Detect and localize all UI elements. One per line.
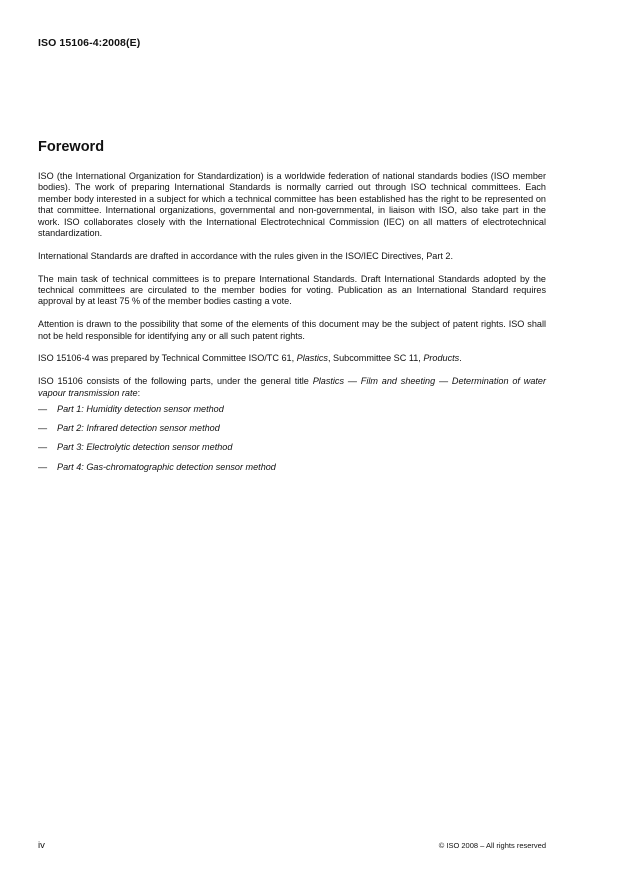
list-item	[38, 423, 546, 434]
general-title: Plastics — Film and sheeting — Determination of water vapour transmission rate	[38, 376, 547, 398]
paragraph-parts-intro	[38, 376, 546, 399]
list-dash: —	[38, 461, 48, 472]
foreword-title: Foreword	[38, 139, 105, 155]
page-number: iv	[38, 840, 45, 851]
parts-list	[38, 404, 546, 473]
paragraph-iso-federation: ISO (the International Organization for Standardization) is a worldwide federation of national standards bodies (ISO member bodies). The work of preparing International Standards is normally carried out through ISO technical committees. Each member body interested in a subject for which a technical committee has been established has the right to be represented on that committee. International organizations, governmental and non-governmental, in liaison with ISO, also take part in the work. ISO collaborates closely with the International Electrotechnical Commission (IEC) on all matters of electrotechnical standardization.	[38, 171, 546, 239]
list-dash: —	[38, 404, 48, 415]
paragraph-patent-rights: Attention is drawn to the possibility that some of the elements of this document may be the subject of patent rights. ISO shall not be held responsible for identifying any or all such patent rights.	[38, 319, 546, 341]
subcommittee-name-products: Products	[423, 353, 460, 364]
part-title: Part 4: Gas-chromatographic detection sensor method	[57, 461, 276, 472]
list-dash: —	[38, 423, 48, 434]
part-title: Part 1: Humidity detection sensor method	[57, 404, 224, 415]
prepared-by-subcommittee: , Subcommittee SC 11,	[327, 353, 424, 364]
foreword-body	[38, 171, 546, 481]
document-id-header: ISO 15106-4:2008(E)	[38, 37, 141, 49]
paragraph-committee-task: The main task of technical committees is to prepare International Standards. Draft International Standards adopted by the technical committees are circulated to the member bodies for voting. Publication as an International Standard requires approval by at least 75 % of the member bodies casting a vote.	[38, 273, 546, 307]
list-item	[38, 442, 546, 453]
part-title: Part 3: Electrolytic detection sensor method	[57, 442, 233, 453]
prepared-by-text: ISO 15106-4 was prepared by Technical Committee ISO/TC 61,	[38, 353, 297, 364]
paragraph-drafting-rules: International Standards are drafted in accordance with the rules given in the ISO/IEC Directives, Part 2.	[38, 250, 453, 261]
copyright-notice: © ISO 2008 – All rights reserved	[438, 841, 546, 850]
part-title: Part 2: Infrared detection sensor method	[57, 423, 220, 434]
list-item	[38, 462, 546, 473]
committee-name-plastics: Plastics	[296, 353, 328, 364]
list-item	[38, 404, 546, 415]
parts-intro-colon: :	[137, 387, 141, 398]
prepared-by-end: .	[459, 353, 462, 364]
paragraph-prepared-by	[38, 353, 546, 364]
list-dash: —	[38, 442, 48, 453]
parts-intro-text: ISO 15106 consists of the following parts, under the general title	[38, 376, 313, 387]
